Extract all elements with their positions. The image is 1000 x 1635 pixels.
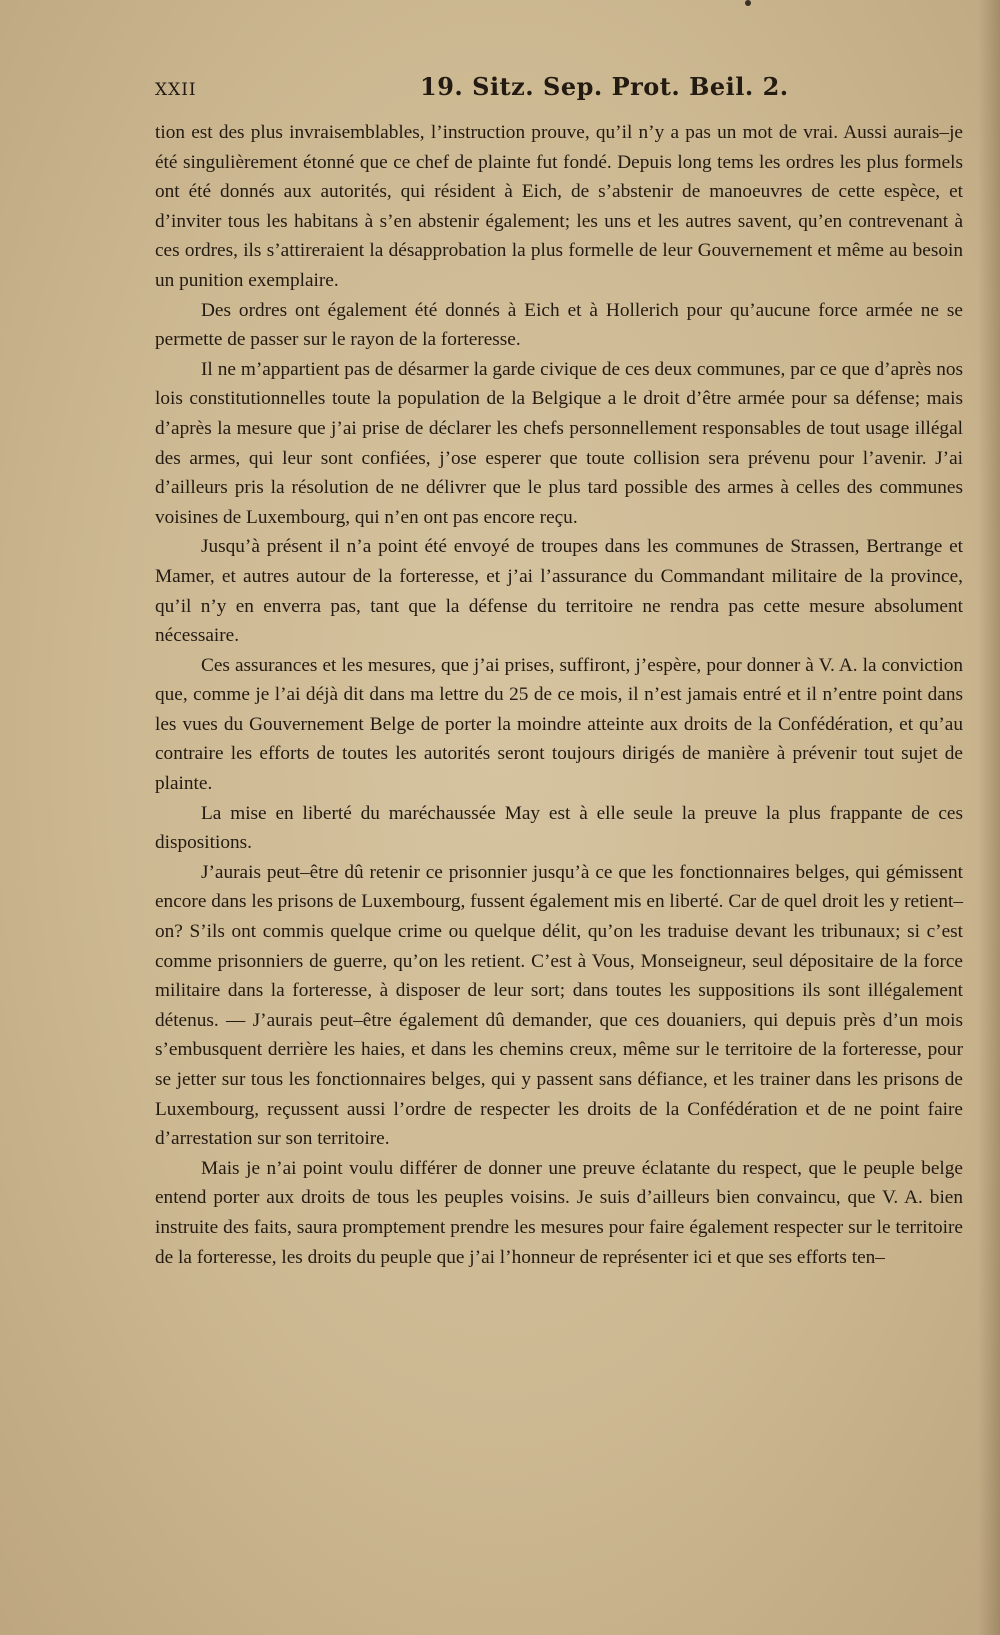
- paragraph-7: J’aurais peut–être dû retenir ce prisonnier jusqu’à ce que les fonctionnaires belges, qui gémissent encore dans les prisons de Luxembourg, fussent également mis en liberté. Car de quel droit les y retient–on? S’ils ont commis quelque crime ou quelque délit, qu’on les traduise devant les tribunaux; si c’est comme prisonniers de guerre, qu’on les retient. C’est à Vous, Monseigneur, seul dépositaire de la force militaire dans la forteresse, à disposer de leur sort; dans toutes les suppositions ils sont illégalement détenus. — J’aurais peut–être également dû demander, que ces douaniers, qui depuis près d’un mois s’embusquent derrière les haies, et dans les chemins creux, même sur le territoire de la forteresse, pour se jetter sur tous les fonctionnaires belges, qui y passent sans défiance, et les trainer dans les prisons de Luxembourg, reçussent aussi l’ordre de respecter les droits de la Confédération et de ne point faire d’arrestation sur son territoire.: [155, 861, 963, 1150]
- page-header: [155, 70, 963, 110]
- paragraph-8: Mais je n’ai point voulu différer de donner une preuve éclatante du respect, que le peuple belge entend porter aux droits de tous les peuples voisins. Je suis d’ailleurs bien convaincu, que V. A. bien instruite des faits, saura promptement prendre les mesures pour faire également respecter sur le territoire de la forteresse, les droits du peuple que j’ai l’honneur de représenter ici et que ses efforts ten–: [155, 1157, 963, 1268]
- paragraph-2: Des ordres ont également été donnés à Eich et à Hollerich pour qu’aucune force armée ne se permette de passer sur le rayon de la forteresse.: [155, 299, 963, 351]
- paragraph-3: Il ne m’appartient pas de désarmer la garde civique de ces deux communes, par ce que d’après nos lois constitutionnelles toute la population de la Belgique a le droit d’être armée pour sa défense; mais d’après la mesure que j’ai prise de déclarer les chefs personnellement responsables de tout usage illégal des armes, qui leur sont confiées, j’ose esperer que toute collision sera prévenu pour l’avenir. J’ai d’ailleurs pris la résolution de ne délivrer que le plus tard possible des armes à celles des communes voisines de Luxembourg, qui n’en ont pas encore reçu.: [155, 358, 963, 528]
- body-text: [155, 118, 963, 1272]
- paragraph-1: tion est des plus invraisemblables, l’instruction prouve, qu’il n’y a pas un mot de vrai. Aussi aurais–je été singulièrement étonné que ce chef de plainte fut fondé. Depuis long tems les ordres les plus formels ont été donnés aux autorités, qui résident à Eich, de s’abstenir de manoeuvres de cette espèce, et d’inviter tous les habitans à s’en abstenir également; les uns et les autres savent, qu’en contrevenant à ces ordres, ils s’attireraient la désapprobation la plus formelle de leur Gouvernement et même au besoin un punition exemplaire.: [155, 122, 963, 291]
- paragraph-6: La mise en liberté du maréchaussée May est à elle seule la preuve la plus frappante de ces dispositions.: [155, 802, 963, 854]
- ink-dot: [745, 0, 751, 6]
- paragraph-4: Jusqu’à présent il n’a point été envoyé de troupes dans les communes de Strassen, Bertrange et Mamer, et autres autour de la forteresse, et j’ai l’assurance du Commandant militaire de la province, qu’il n’y en enverra pas, tant que la défense du territoire ne rendra pas cette mesure absolument nécessaire.: [155, 536, 963, 647]
- paragraph-5: Ces assurances et les mesures, que j’ai prises, suffiront, j’espère, pour donner à V. A. la conviction que, comme je l’ai déjà dit dans ma lettre du 25 de ce mois, il n’est jamais entré et il n’entre point dans les vues du Gouvernement Belge de porter la moindre atteinte aux droits de la Confédération, et qu’au contraire les efforts de toutes les autorités seront toujours dirigés de manière à prévenir tout sujet de plainte.: [155, 654, 963, 795]
- page-number: XXII: [155, 80, 197, 100]
- running-head: 19. Sitz. Sep. Prot. Beil. 2.: [420, 72, 789, 101]
